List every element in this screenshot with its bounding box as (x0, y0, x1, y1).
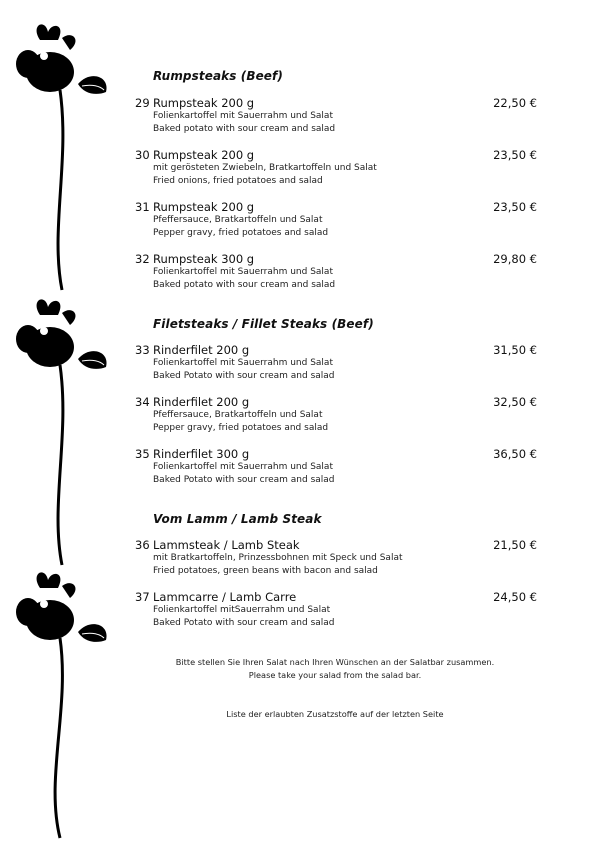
item-description-de: mit Bratkartoffeln, Prinzessbohnen mit Speck und Salat (153, 553, 403, 563)
menu-item (135, 447, 537, 487)
item-name: Rumpsteak 300 g (153, 252, 255, 266)
item-name: Rinderfilet 300 g (153, 447, 250, 461)
item-price: 36,50 € (493, 447, 537, 461)
section-title: Filetsteaks / Fillet Steaks (Beef) (153, 317, 374, 331)
flower-icon (16, 24, 107, 290)
item-price: 29,80 € (493, 252, 537, 266)
item-number: 31 (135, 200, 150, 214)
menu-item (135, 538, 537, 578)
item-name: Lammcarre / Lamb Carre (153, 590, 297, 604)
additives-note: Liste der erlaubten Zusatzstoffe auf der letzten Seite (226, 709, 444, 719)
menu-item (135, 148, 537, 188)
item-description-en: Baked potato with sour cream and salad (153, 280, 336, 290)
item-price: 22,50 € (493, 96, 537, 110)
menu-item (135, 343, 537, 383)
item-number: 32 (135, 252, 150, 266)
item-number: 29 (135, 96, 150, 110)
item-number: 34 (135, 395, 150, 409)
menu-item (135, 96, 537, 136)
item-description-de: mit gerösteten Zwiebeln, Bratkartoffeln und Salat (153, 163, 377, 173)
item-number: 37 (135, 590, 150, 604)
item-name: Rumpsteak 200 g (153, 148, 255, 162)
item-name: Rumpsteak 200 g (153, 200, 255, 214)
flower-icon (16, 572, 107, 838)
item-description-en: Baked potato with sour cream and salad (153, 124, 336, 134)
item-description-en: Fried onions, fried potatoes and salad (153, 176, 323, 186)
salad-note-de: Bitte stellen Sie Ihren Salat nach Ihren Wünschen an der Salatbar zusammen. (175, 657, 495, 667)
item-description-en: Pepper gravy, fried potatoes and salad (153, 423, 329, 433)
salad-note-en: Please take your salad from the salad bar. (248, 670, 422, 680)
item-number: 36 (135, 538, 150, 552)
item-description-de: Folienkartoffel mit Sauerrahm und Salat (153, 111, 333, 121)
item-description-en: Baked Potato with sour cream and salad (153, 371, 335, 381)
menu-item (135, 590, 537, 630)
item-name: Rumpsteak 200 g (153, 96, 255, 110)
item-price: 24,50 € (493, 590, 537, 604)
item-name: Rinderfilet 200 g (153, 395, 250, 409)
menu-item (135, 200, 537, 240)
item-number: 30 (135, 148, 150, 162)
item-number: 35 (135, 447, 150, 461)
item-number: 33 (135, 343, 150, 357)
section-title: Vom Lamm / Lamb Steak (153, 512, 322, 526)
menu-item (135, 252, 537, 292)
section-title: Rumpsteaks (Beef) (153, 69, 283, 83)
item-description-de: Pfeffersauce, Bratkartoffeln und Salat (153, 215, 323, 225)
flower-vine-ornament (0, 0, 130, 850)
item-price: 23,50 € (493, 148, 537, 162)
item-price: 31,50 € (493, 343, 537, 357)
item-name: Rinderfilet 200 g (153, 343, 250, 357)
item-description-de: Folienkartoffel mit Sauerrahm und Salat (153, 267, 333, 277)
item-description-de: Pfeffersauce, Bratkartoffeln und Salat (153, 410, 323, 420)
flower-icon (16, 299, 107, 565)
item-price: 23,50 € (493, 200, 537, 214)
item-description-en: Fried potatoes, green beans with bacon and salad (153, 566, 378, 576)
item-description-de: Folienkartoffel mit Sauerrahm und Salat (153, 358, 333, 368)
item-price: 32,50 € (493, 395, 537, 409)
item-description-en: Pepper gravy, fried potatoes and salad (153, 228, 329, 238)
menu-item (135, 395, 537, 435)
item-name: Lammsteak / Lamb Steak (153, 538, 300, 552)
item-description-en: Baked Potato with sour cream and salad (153, 475, 335, 485)
item-price: 21,50 € (493, 538, 537, 552)
item-description-de: Folienkartoffel mit Sauerrahm und Salat (153, 462, 333, 472)
item-description-de: Folienkartoffel mitSauerrahm und Salat (153, 605, 331, 615)
item-description-en: Baked Potato with sour cream and salad (153, 618, 335, 628)
